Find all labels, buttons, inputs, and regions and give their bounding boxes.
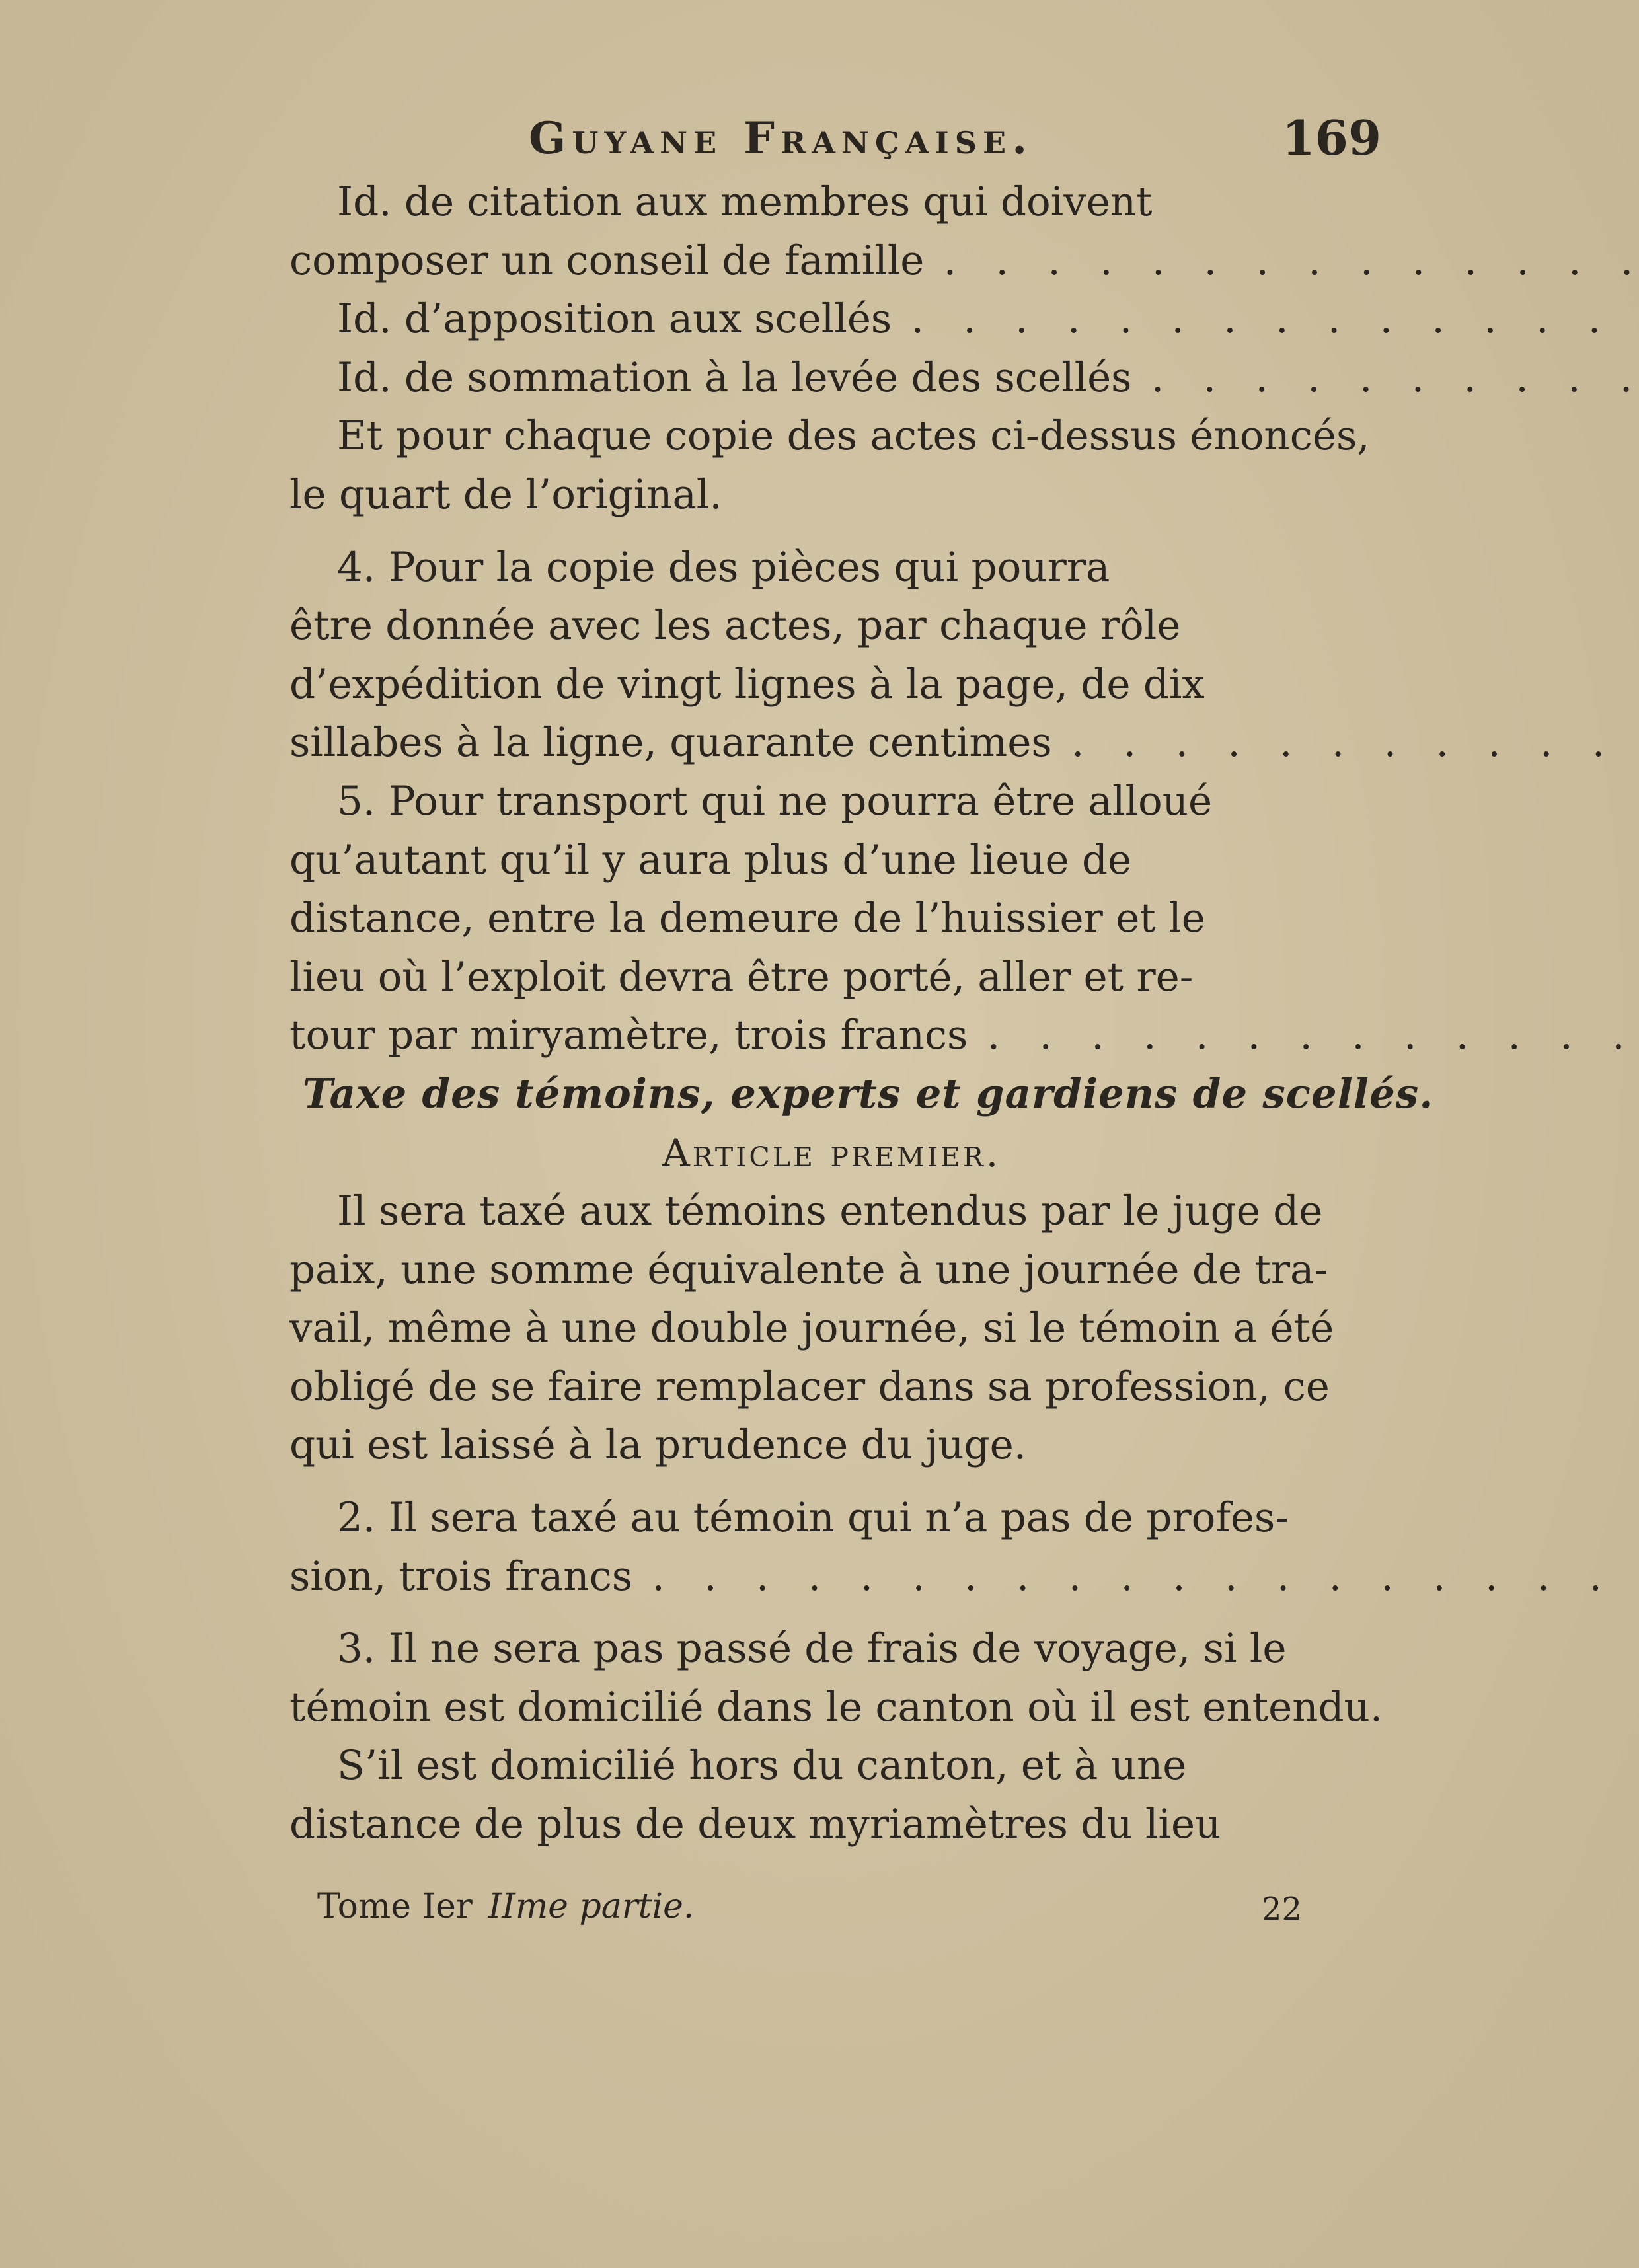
text-line: Il sera taxé aux témoins entendus par le juge de — [337, 1188, 1323, 1235]
fee-label: Id. de sommation à la levée des scellés — [337, 354, 1132, 401]
dot-leader — [937, 237, 1639, 284]
fee-entry — [289, 349, 1373, 408]
text-line: distance de plus de deux myriamètres du lieu — [289, 1801, 1221, 1848]
fee-entry — [289, 1548, 1373, 1606]
fee-entry — [289, 232, 1373, 291]
sheet-number: 22 — [1261, 1891, 1302, 1928]
fee-label: sion, trois francs — [289, 1552, 633, 1600]
text-line: témoin est domicilié dans le canton où il est entendu. — [289, 1683, 1383, 1731]
footer — [317, 1887, 1302, 1933]
tome-label: Tome Ier — [317, 1887, 473, 1926]
section-title: Taxe des témoins, experts et gardiens de scellés. — [303, 1070, 1434, 1117]
fee-label: Id. d’apposition aux scellés — [337, 295, 892, 343]
text-line: Et pour chaque copie des actes ci-dessus énoncés, — [337, 412, 1370, 460]
text-line: distance, entre la demeure de l’huissier et le — [289, 895, 1205, 942]
article-heading: Article premier. — [662, 1130, 1001, 1176]
text-line: S’il est domicilié hors du canton, et à une — [337, 1742, 1187, 1790]
running-title: Guyane Française. — [529, 112, 1034, 164]
fee-entry — [289, 290, 1373, 349]
text-line: paix, une somme équivalente à une journée de tra- — [289, 1246, 1328, 1293]
text-line: qu’autant qu’il y aura plus d’une lieue de — [289, 836, 1132, 884]
dot-leader — [645, 1553, 1639, 1600]
fee-entry — [289, 714, 1373, 773]
fee-label: composer un conseil de famille — [289, 237, 925, 284]
dot-leader — [905, 295, 1639, 342]
dot-leader — [981, 1012, 1639, 1059]
signature-mark — [317, 1887, 694, 1926]
text-line: 2. Il sera taxé au témoin qui n’a pas de profes- — [337, 1494, 1289, 1542]
dot-leader — [1065, 719, 1639, 766]
part-label: IIme partie. — [488, 1887, 695, 1926]
text-line: 4. Pour la copie des pièces qui pourra — [337, 543, 1110, 591]
fee-label: sillabes à la ligne, quarante centimes — [289, 719, 1052, 767]
text-line: 3. Il ne sera pas passé de frais de voyage, si le — [337, 1625, 1287, 1673]
text-line: vail, même à une double journée, si le témoin a été — [289, 1304, 1334, 1352]
text-line: qui est laissé à la prudence du juge. — [289, 1421, 1027, 1469]
fee-label: tour par miryamètre, trois francs — [289, 1012, 968, 1059]
text-line: être donnée avec les actes, par chaque rôle — [289, 602, 1181, 650]
dot-leader — [1145, 354, 1639, 401]
text-line: Id. de citation aux membres qui doivent — [337, 178, 1153, 225]
fee-entry — [289, 1006, 1373, 1065]
page-number: 169 — [1281, 110, 1381, 166]
text-line: obligé de se faire remplacer dans sa profession, ce — [289, 1363, 1330, 1410]
body-text — [289, 173, 1434, 1854]
text-line: le quart de l’original. — [289, 471, 722, 518]
text-line: 5. Pour transport qui ne pourra être alloué — [337, 777, 1213, 825]
text-line: d’expédition de vingt lignes à la page, de dix — [289, 660, 1205, 708]
running-header — [529, 112, 1381, 172]
text-line: lieu où l’exploit devra être porté, aller et re- — [289, 953, 1194, 1001]
